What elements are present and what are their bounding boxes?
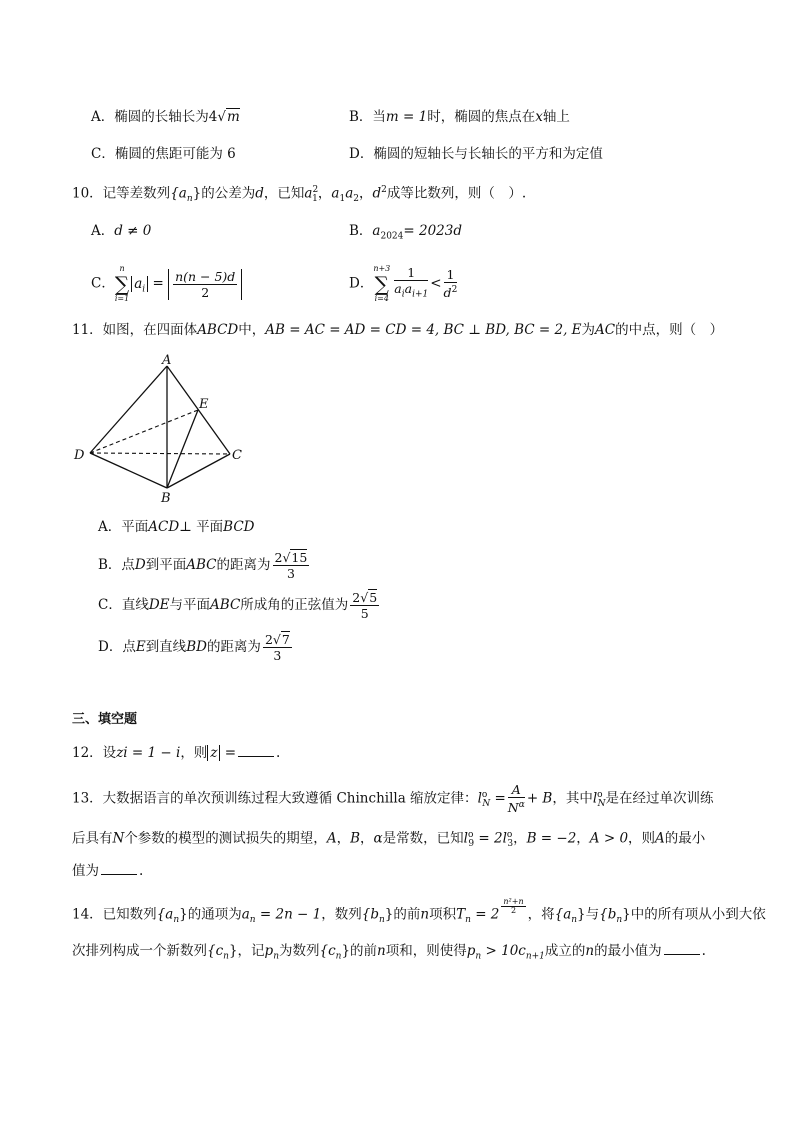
q13-l2-d: 是常数，已知 [382, 830, 464, 847]
q14-l1-bn-end: } [384, 906, 394, 923]
q14-l1-formula-a: a [241, 906, 250, 923]
q10-b-label: B． [349, 223, 373, 239]
q14-l1-f: ，将 [527, 906, 555, 923]
q13-l2-e1-r: l [502, 830, 507, 847]
label-A: A [162, 353, 172, 368]
q12-abs: z [207, 745, 220, 761]
q10-c-frac [173, 269, 237, 300]
q10-option-c [91, 264, 242, 308]
q11-b-pt: D [134, 557, 146, 573]
q13-line-1 [72, 778, 713, 821]
q10-c-label: C． [91, 275, 115, 292]
edge-AD [90, 366, 167, 453]
q11-d-den: 3 [273, 648, 282, 663]
q14-l2-ineq-p: p [466, 943, 476, 959]
q10-d-label: D． [349, 275, 374, 292]
q14-l1-T-sub: n [465, 915, 471, 926]
q11-option-c [98, 586, 381, 624]
q13-l1-a: 13．大数据语言的单次预训练过程大致遵循 Chinchilla 缩放定律： [72, 790, 478, 807]
q14-l1-formula-sub: n [249, 915, 256, 926]
q11-a-prefix: A．平面 [98, 519, 149, 535]
q14-l1-a: 14．已知数列 [72, 906, 157, 923]
q10-d-rnum: 1 [444, 267, 458, 283]
q11-d-coef: 2 [264, 632, 273, 647]
q14-l1-bn2-sub: n [616, 915, 623, 926]
q14-l1-h: 中的所有项从小到大依 [630, 906, 766, 923]
q14-l2-f: 成立的 [544, 943, 586, 959]
q10-stem-e: 成等比数列，则（ ）. [386, 185, 527, 202]
q11-b-num: 2√15 [274, 550, 308, 565]
q11-c-num: 2√5 [352, 590, 378, 605]
q11-stem-c: 为 [581, 322, 596, 338]
q14-l1-n: n [420, 906, 430, 923]
q12-b: ，则 [180, 745, 208, 761]
q13-l2-e: ， [513, 830, 527, 847]
q14-l2-cn2-sub: n [335, 951, 342, 962]
q14-l1-T: T [456, 906, 466, 923]
q10-d-den-a: a [394, 281, 402, 297]
q10-b-var: a [372, 223, 381, 239]
q10-b-rhs: = 2023d [403, 223, 462, 239]
q9-a-rad: m [226, 109, 240, 125]
q11-c-prefix: C．直线 [98, 597, 149, 613]
q14-answer-blank[interactable] [664, 940, 700, 955]
edge-BE [167, 410, 198, 488]
edge-DC-dashed [90, 453, 230, 454]
q10-seq-end: } [192, 185, 202, 202]
q14-l1-T-eq: = 2 [475, 906, 500, 923]
tetrahedron-figure [70, 350, 270, 510]
q10-sep2: ， [359, 185, 373, 202]
q14-l2-n2: n [585, 943, 595, 959]
q11-d-line: BD [186, 639, 207, 655]
q14-l1-g: 与 [585, 906, 600, 923]
q11-stem-d: 的中点，则（ ） [615, 322, 724, 338]
q13-l1-den-wrap [508, 798, 525, 815]
q11-d-rad: 7 [281, 632, 290, 647]
q10-c-rhs-abs [168, 269, 242, 300]
q14-l2-p: p [264, 943, 274, 959]
q10-option-b [349, 221, 462, 247]
q10-t1-sub: 1 [312, 194, 318, 205]
q14-l2-c: 为数列 [279, 943, 320, 959]
q10-d-den-sub2: i+1 [412, 289, 429, 300]
q13-l1-sym-sup: o [597, 790, 603, 800]
q11-ac: AC [595, 322, 616, 338]
q13-l2-b: 个参数的模型的测试损失的期望， [124, 830, 327, 847]
q12 [72, 742, 280, 763]
q13-l2-c2: ， [359, 830, 374, 847]
q14-l2-g: 的最小值为 [594, 943, 662, 959]
q14-l2-ineq: > 10c [485, 943, 526, 959]
q14-l1-bn2-end: } [622, 906, 631, 923]
q11-b-rad: 15 [291, 550, 308, 565]
q10-stem-b: 的公差为 [201, 185, 256, 202]
q12-math: zi = 1 − i [116, 745, 181, 761]
q14-l1-an2-sub: n [571, 915, 578, 926]
q14-l2-n: n [377, 943, 386, 959]
q9-option-b [349, 107, 570, 127]
q10-d-den-b: a [404, 281, 413, 297]
q14-l2-p-sub: n [273, 951, 279, 962]
q13-l1-eq: = [494, 790, 506, 807]
label-C: C [232, 448, 242, 463]
q11-b-frac [273, 550, 310, 581]
q9-a-root: √ [217, 109, 226, 125]
q13-l2-h: 的最小 [664, 830, 706, 847]
q10-sep1: ， [317, 185, 332, 202]
q13-l2-m3: A > 0 [589, 830, 629, 847]
q11-d-prefix: D．点 [98, 639, 136, 655]
q10-t2b: a [345, 185, 354, 202]
q11-c-line: DE [148, 597, 170, 613]
q13-l2-N: N [112, 830, 125, 847]
q13-l1-b: ，其中 [552, 790, 593, 807]
q10-c-eq: = [152, 275, 164, 292]
sigma-symbol: ∑ [374, 272, 389, 296]
q13-l1-den-sup: α [518, 800, 525, 811]
q13-l2-g: ，则 [628, 830, 656, 847]
edge-DE-dashed [90, 410, 198, 453]
q10-a-math: d ≠ 0 [114, 223, 152, 239]
q14-l1-T-sup-den: 2 [510, 906, 517, 915]
q10-d-sum [373, 264, 390, 304]
label-D: D [74, 448, 85, 463]
q10-d-rden-wrap [444, 283, 458, 300]
q10-c-den: 2 [201, 284, 210, 300]
q10-d-num: 1 [394, 265, 428, 281]
q12-eq: = [224, 745, 237, 761]
q9-d-text: D．椭圆的短轴长与长轴长的平方和为定值 [349, 146, 603, 162]
q10-t3: d [372, 185, 382, 202]
q13-l2-a: 后具有 [72, 830, 113, 847]
q13-l1-sym-sub: N [597, 799, 606, 810]
q14-l1-b: 的通项为 [187, 906, 242, 923]
q10-d-frac [394, 265, 428, 303]
q10-d-rden-sup: 2 [451, 285, 458, 296]
q13-line-3 [72, 860, 143, 881]
q14-l1-T-sup-num: n²+n [503, 897, 524, 906]
q12-period: . [276, 745, 281, 761]
q14-l2-b: ，记 [237, 943, 265, 959]
q11-stem [72, 320, 723, 340]
q13-l1-den: N [507, 800, 519, 816]
q12-answer-blank[interactable] [238, 742, 274, 757]
label-E: E [199, 397, 209, 412]
q9-option-d [349, 144, 603, 164]
q14-l1-an-sub: n [173, 915, 180, 926]
q10-t1: a [304, 185, 313, 202]
sigma-symbol: ∑ [114, 272, 130, 296]
q10-c-abs-var: a [134, 275, 143, 292]
q10-stem-c: ，已知 [263, 185, 305, 202]
q10-c-abs [131, 275, 148, 295]
q11-c-den: 5 [360, 606, 369, 621]
q13-l2-A2: A [655, 830, 665, 847]
q11-a-p2: BCD [223, 519, 255, 535]
q14-l2-cn2: {c [319, 943, 336, 959]
q11-abcd: ABCD [197, 322, 239, 338]
q14-l1-an: {a [156, 906, 174, 923]
q14-l1-an2-end: } [577, 906, 586, 923]
q14-l1-bn2: {b [599, 906, 617, 923]
q10-option-d [349, 264, 459, 304]
q14-l2-ineq-psub: n [475, 951, 482, 962]
q9-option-a [91, 107, 240, 127]
q11-b-coef: 2 [274, 550, 283, 565]
q10-c-sum [115, 264, 129, 304]
q14-l1-d: 的前 [393, 906, 421, 923]
q10-d-lt: < [430, 275, 442, 292]
q13-l2-c1: ， [336, 830, 351, 847]
q9-c-text: C．椭圆的焦距可能为 6 [91, 146, 236, 162]
q10-d: d [255, 185, 264, 202]
q14-line-1 [72, 898, 766, 930]
q11-c-frac [350, 590, 379, 621]
q10-c-sum-bottom: i=1 [114, 294, 130, 303]
q14-l1-T-sup [501, 898, 525, 915]
q11-b-mid: 到平面 [145, 557, 187, 573]
q11-option-a [98, 517, 254, 537]
q13-l1-lhs: l [477, 790, 482, 807]
q13-period: . [139, 863, 144, 879]
q10-t1-sup: 2 [312, 185, 319, 195]
q9-b-suffix: 轴上 [542, 109, 570, 125]
q13-l1-frac [508, 782, 525, 815]
q11-stem-math: AB = AC = AD = CD = 4, BC ⊥ BD, BC = 2, E [265, 322, 582, 338]
q14-l1-formula: = 2n − 1 [259, 906, 322, 923]
q14-l2-ineq-sub: n+1 [525, 951, 545, 962]
label-B: B [161, 491, 171, 506]
q11-c-plane: ABC [210, 597, 241, 613]
q11-c-mid: 与平面 [169, 597, 211, 613]
q10-c-sum-top: n [119, 264, 125, 273]
edge-DB [90, 453, 167, 488]
q10-t2-sub1: 1 [339, 194, 346, 205]
q13-l1-lhs-sup: o [481, 790, 488, 800]
q14-l2-cn2-end: } [341, 943, 351, 959]
q14-l2-cn-end: } [228, 943, 238, 959]
q10-c-abs-sub: i [142, 284, 146, 295]
q14-l1-bn: {b [361, 906, 379, 923]
q11-c-rad: 5 [369, 590, 378, 605]
q11-d-pt: E [135, 639, 146, 655]
q12-a: 12．设 [72, 745, 117, 761]
q14-l2-cn: {c [207, 943, 224, 959]
q14-period: . [701, 943, 706, 959]
q10-d-rden: d [443, 285, 452, 301]
q13-l2-A: A [326, 830, 337, 847]
q13-l1-sym: l [592, 790, 598, 807]
q11-b-plane: ABC [186, 557, 217, 573]
q10-stem-a: 10．记等差数列 [72, 185, 171, 202]
q13-answer-blank[interactable] [101, 860, 137, 875]
q14-l2-a: 次排列构成一个新数列 [72, 943, 207, 959]
q11-option-d [98, 628, 294, 666]
q10-a-label: A． [91, 223, 115, 239]
q13-l1-lhs-sub: N [482, 799, 491, 810]
edge-BC [167, 454, 230, 488]
q13-l2-e1-sub: 9 [468, 839, 475, 850]
q10-t2-sub2: 2 [353, 194, 359, 205]
q13-l2-e1-sup: o [467, 830, 474, 840]
q14-l2-d: 的前 [350, 943, 378, 959]
q11-d-num: 2√7 [264, 632, 290, 647]
q9-b-axis: x [535, 109, 543, 125]
q10-stem [72, 180, 526, 209]
q11-option-b [98, 546, 311, 584]
q14-l1-an2: {a [554, 906, 572, 923]
q9-b-prefix: B．当 [349, 109, 386, 125]
q10-seq-sub: n [186, 194, 193, 205]
q10-seq: {a [170, 185, 187, 202]
q11-d-suffix: 的距离为 [206, 639, 261, 655]
q11-d-frac [263, 632, 292, 663]
q9-option-c [91, 144, 236, 164]
q13-l2-m2: B = −2 [526, 830, 577, 847]
q13-l2-f: ， [576, 830, 590, 847]
q10-c-num: n(n − 5)d [175, 268, 236, 284]
q14-l1-c: ，数列 [321, 906, 362, 923]
q11-b-den: 3 [286, 566, 295, 581]
q14-l1-bn-sub: n [378, 915, 385, 926]
q14-l2-e: 项和，则使得 [385, 943, 467, 959]
q13-l2-B: B [350, 830, 360, 847]
q13-line-2 [72, 825, 705, 854]
q14-l2-cn-sub: n [223, 951, 229, 962]
q11-b-prefix: B．点 [98, 557, 135, 573]
q13-l1-num: A [508, 782, 525, 798]
q10-b-sub: 2024 [380, 231, 404, 242]
q10-d-sum-top: n+3 [373, 264, 391, 273]
q14-l1-an-end: } [179, 906, 188, 923]
q10-option-a [91, 221, 151, 241]
q11-b-suffix: 的距离为 [216, 557, 271, 573]
q13-l2-alpha: α [373, 830, 383, 847]
q14-l1-e: 项积 [429, 906, 457, 923]
q13-l1-plus: + B [526, 790, 553, 807]
q11-a-perp: ⊥ 平面 [179, 519, 224, 535]
q10-d-den-sub1: i [401, 289, 405, 300]
q13-l2-e1-rsub: 3 [507, 839, 514, 850]
q13-l2-e1-rsup: o [506, 830, 513, 840]
q9-b-mid: 时，椭圆的焦点在 [427, 109, 536, 125]
section-heading-fill-blank: 三、填空题 [72, 712, 138, 727]
q10-t2: a [331, 185, 340, 202]
q11-d-mid: 到直线 [145, 639, 187, 655]
q11-c-suffix: 所成角的正弦值为 [240, 597, 349, 613]
q11-a-p1: ACD [148, 519, 180, 535]
q11-stem-a: 11．如图，在四面体 [72, 322, 198, 338]
q10-d-rfrac [444, 267, 458, 300]
q9-a-text: A．椭圆的长轴长为 [91, 109, 209, 125]
q11-c-coef: 2 [352, 590, 361, 605]
q10-t3-sup: 2 [381, 185, 387, 195]
q13-l2-e1-l: l [463, 830, 468, 847]
q13-l3-a: 值为 [72, 863, 99, 879]
q11-stem-b: 中， [238, 322, 266, 338]
q13-l2-e1-eq: = 2 [478, 830, 503, 847]
q13-l1-c: 是在经过单次训练 [605, 790, 714, 807]
q14-line-2 [72, 940, 706, 967]
q9-b-math: m = 1 [385, 109, 428, 125]
q9-a-coef: 4 [208, 109, 218, 125]
q10-d-den [394, 281, 428, 303]
q10-d-sum-bottom: i=4 [374, 294, 389, 303]
